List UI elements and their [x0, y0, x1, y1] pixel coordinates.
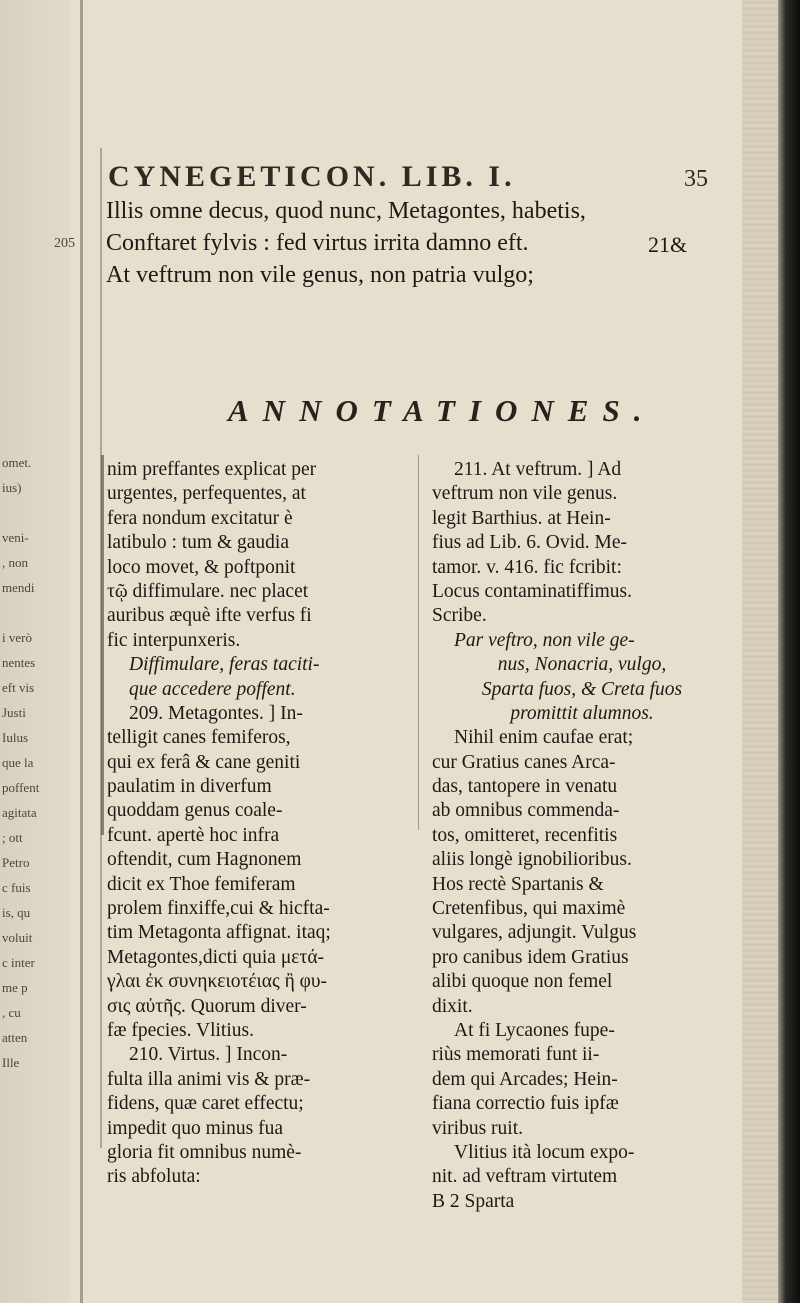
- bleed-line: Iulus: [2, 730, 28, 745]
- bleed-line: [2, 325, 72, 350]
- annotation-line: vulgares, adjungit. Vulgus: [432, 922, 637, 944]
- bleed-line: [2, 200, 72, 225]
- annotation-line: dicit ex Thoe femiferam: [107, 873, 296, 895]
- annotation-line: alibi quoque non femel: [432, 971, 613, 993]
- annotation-line: γλαι ἐκ συνηκειοτέιας ἢ φυ-: [107, 971, 328, 993]
- annotation-line: fera nondum excitatur è: [107, 507, 293, 529]
- annotation-line: nus, Nonacria, vulgo,: [497, 654, 667, 676]
- annotation-line: pro canibus idem Gratius: [432, 946, 629, 968]
- annotation-line: fidens, quæ caret effectu;: [107, 1093, 304, 1115]
- annotation-line: promittit alumnos.: [510, 702, 654, 724]
- annotation-line: B 2 Sparta: [432, 1190, 515, 1212]
- bleed-line: [2, 600, 72, 625]
- annotation-line: das, tantopere in venatu: [432, 776, 618, 798]
- right-page-stripe: [742, 0, 778, 1303]
- annotation-line: nit. ad veftram virtutem: [432, 1166, 618, 1188]
- bleed-line: Petro: [2, 855, 30, 870]
- bleed-line: is, qu: [2, 905, 31, 920]
- previous-page-bleed: [0, 0, 70, 1303]
- annotation-line: Nihil enim caufae erat;: [454, 727, 634, 749]
- annotation-line: Cretenfibus, qui maximè: [432, 898, 626, 920]
- annotation-line: ris abfoluta:: [107, 1166, 201, 1188]
- annotation-line: Hos rectè Spartanis &: [432, 873, 604, 895]
- bleed-line: eft vis: [2, 680, 35, 695]
- bleed-line: omet.: [2, 455, 32, 470]
- verse-line-1: Illis omne decus, quod nunc, Metagontes, habetis,: [106, 198, 586, 224]
- annotation-line: Locus contaminatiffimus.: [432, 580, 633, 602]
- annotation-line: oftendit, cum Hagnonem: [107, 849, 302, 871]
- annotation-line: dem qui Arcades; Hein-: [432, 1068, 618, 1090]
- annotation-line: fius ad Lib. 6. Ovid. Me-: [432, 532, 627, 554]
- annotation-line: Sparta fuos, & Creta fuos: [481, 678, 683, 700]
- bleed-line: c inter: [2, 955, 35, 970]
- page-number: 35: [684, 166, 708, 192]
- bleed-line: nentes: [2, 655, 36, 670]
- annotation-line: Scribe.: [432, 605, 487, 627]
- annotation-line: prolem finxiffe,cui & hicfta-: [107, 898, 330, 920]
- annotation-line: qui ex ferâ & cane geniti: [107, 751, 301, 773]
- verse-line-2: Conftaret fylvis : fed virtus irrita damno eft.: [106, 230, 529, 256]
- annotation-line: veftrum non vile genus.: [432, 483, 618, 505]
- bleed-line: poffent: [2, 780, 40, 795]
- bleed-line: ius): [2, 480, 22, 495]
- annotation-line: ab omnibus commenda-: [432, 800, 620, 822]
- annotation-line: cur Gratius canes Arca-: [432, 751, 616, 773]
- annotation-line: fiana correctio fuis ipfæ: [432, 1093, 619, 1115]
- running-head: [108, 160, 708, 194]
- running-head-title: CYNEGETICON. LIB. I.: [108, 160, 516, 193]
- verse-line-3: At veftrum non vile genus, non patria vulgo;: [106, 262, 534, 288]
- annotation-line: fic interpunxeris.: [107, 629, 241, 651]
- annotation-line: fcunt. apertè hoc infra: [107, 824, 280, 846]
- annotation-line: que accedere poffent.: [129, 678, 296, 700]
- bleed-line: Ille: [2, 1055, 20, 1070]
- annotation-line: Diffimulare, feras taciti-: [129, 654, 320, 676]
- bleed-line: [2, 250, 72, 275]
- annotation-line: Metagontes,dicti quia μετά-: [107, 946, 325, 968]
- left-column-rule: [101, 455, 104, 835]
- bleed-line: veni-: [2, 530, 29, 545]
- annotation-line: telligit canes femiferos,: [107, 727, 291, 749]
- bleed-line: [2, 375, 72, 400]
- verse-line-number: 205: [54, 236, 75, 251]
- annotation-line: At fi Lycaones fupe-: [454, 1019, 615, 1041]
- bleed-line: [2, 125, 72, 150]
- right-scan-border: [778, 0, 800, 1303]
- annotation-line: Vlitius ità locum expo-: [454, 1141, 635, 1163]
- annotation-line: aliis longè ignobilioribus.: [432, 849, 632, 871]
- bleed-line: mendi: [2, 580, 35, 595]
- annotation-line: nim preffantes explicat per: [107, 459, 317, 480]
- annotation-line: paulatim in diverfum: [107, 776, 272, 798]
- bleed-line: , non: [2, 555, 28, 570]
- bleed-line: Justi: [2, 705, 26, 720]
- bleed-margin-text: [2, 0, 72, 1075]
- annotation-line: τῷ diffimulare. nec placet: [107, 580, 309, 602]
- annotation-line: Par veftro, non vile ge-: [454, 629, 635, 651]
- verse-note-reference: 21&: [648, 232, 688, 257]
- annotation-line: tamor. v. 416. fic fcribit:: [432, 556, 622, 578]
- annotation-line: 209. Metagontes. ] In-: [129, 702, 303, 724]
- annotation-line: fæ fpecies. Vlitius.: [107, 1019, 254, 1041]
- bleed-line: [2, 400, 72, 425]
- annotations-heading: ANNOTATIONES.: [228, 393, 656, 428]
- annotation-line: gloria fit omnibus numè-: [107, 1141, 302, 1163]
- annotation-line: impedit quo minus fua: [107, 1117, 284, 1139]
- annotation-line: latibulo : tum & gaudia: [107, 532, 289, 554]
- annotation-line: auribus æquè ifte verfus fi: [107, 605, 312, 627]
- annotation-line: σις αὐτῆς. Quorum diver-: [107, 995, 307, 1017]
- bleed-line: voluit: [2, 930, 33, 945]
- annotation-line: dixit.: [432, 995, 473, 1017]
- bleed-line: [2, 500, 72, 525]
- bleed-line: atten: [2, 1030, 28, 1045]
- bleed-line: agitata: [2, 805, 37, 820]
- annotation-line: quoddam genus coale-: [107, 800, 283, 822]
- bleed-line: [2, 0, 72, 25]
- bleed-line: c fuis: [2, 880, 31, 895]
- bleed-line: [2, 425, 72, 450]
- annotation-line: riùs memorati funt ii-: [432, 1044, 600, 1066]
- annotation-line: viribus ruit.: [432, 1117, 523, 1139]
- bleed-line: [2, 50, 72, 75]
- annotation-line: tim Metagonta affignat. itaq;: [107, 922, 331, 944]
- annotation-line: 210. Virtus. ] Incon-: [129, 1044, 288, 1066]
- annotation-line: fulta illa animi vis & præ-: [107, 1068, 311, 1090]
- bleed-line: ; ott: [2, 830, 23, 845]
- bleed-line: [2, 75, 72, 100]
- annotations-left-column: [107, 458, 409, 1190]
- bleed-line: i verò: [2, 630, 32, 645]
- annotation-line: tos, omitteret, recenfitis: [432, 824, 618, 846]
- bleed-line: [2, 300, 72, 325]
- bleed-line: [2, 150, 72, 175]
- bleed-line: [2, 175, 72, 200]
- annotations-right-column: [432, 458, 732, 1214]
- bleed-line: , cu: [2, 1005, 21, 1020]
- bleed-line: [2, 275, 72, 300]
- bleed-line: [2, 350, 72, 375]
- annotation-line: legit Barthius. at Hein-: [432, 507, 611, 529]
- bleed-line: me p: [2, 980, 28, 995]
- bleed-line: que la: [2, 755, 34, 770]
- annotation-line: loco movet, & poftponit: [107, 556, 296, 578]
- bleed-line: [2, 25, 72, 50]
- annotation-line: 211. At veftrum. ] Ad: [454, 459, 622, 480]
- gutter-line: [80, 0, 83, 1303]
- annotation-line: urgentes, perfequentes, at: [107, 483, 306, 505]
- column-divider: [418, 455, 419, 830]
- bleed-line: [2, 100, 72, 125]
